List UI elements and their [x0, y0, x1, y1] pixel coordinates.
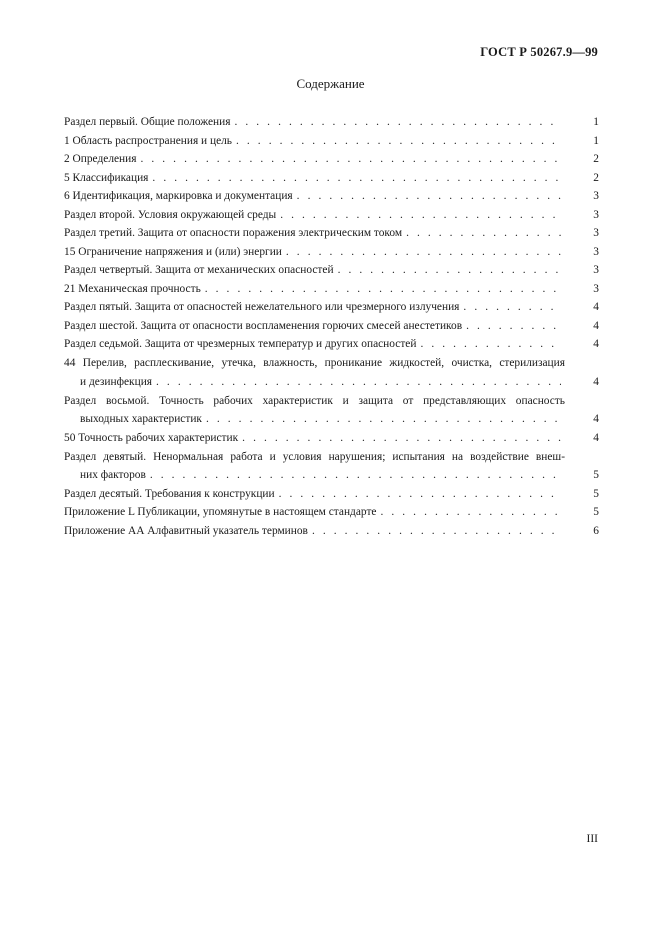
toc-entry-page: 3	[593, 245, 599, 258]
dot-leader	[420, 335, 561, 354]
table-of-contents	[64, 113, 599, 540]
toc-entry-label: Приложение L Публикации, упомянутые в настоящем стандарте	[64, 506, 377, 518]
toc-entry-label: 5 Классификация	[64, 171, 149, 184]
toc-entry	[64, 169, 599, 188]
toc-entry	[64, 261, 599, 280]
toc-entry-page: 4	[593, 413, 599, 425]
toc-entry-label: Приложение АА Алфавитный указатель терминов	[64, 524, 308, 537]
toc-entry-page: 4	[593, 375, 599, 388]
standard-code: ГОСТ Р 50267.9—99	[480, 45, 598, 59]
toc-entry	[64, 373, 599, 392]
dot-leader	[338, 261, 561, 280]
dot-leader	[205, 280, 561, 299]
toc-entry-page: 3	[593, 282, 599, 295]
dot-leader	[152, 169, 561, 188]
toc-entry	[64, 429, 599, 448]
toc-entry	[64, 466, 599, 485]
toc-entry-page: 2	[593, 171, 599, 184]
toc-entry-label: Раздел четвертый. Защита от механических опасностей	[64, 264, 334, 276]
toc-entry	[64, 243, 599, 262]
toc-entry	[64, 522, 599, 541]
toc-entry-label: Раздел десятый. Требования к конструкции	[64, 487, 275, 500]
dot-leader	[141, 150, 562, 169]
toc-entry	[64, 280, 599, 299]
dot-leader	[466, 317, 561, 336]
toc-entry-label: выходных характеристик	[80, 413, 202, 425]
dot-leader	[206, 410, 561, 429]
toc-entry-page: 4	[593, 319, 599, 332]
dot-leader	[297, 187, 561, 206]
toc-entry-page: 1	[593, 134, 599, 147]
toc-entry-page: 5	[593, 469, 599, 481]
toc-entry-label: Раздел первый. Общие положения	[64, 116, 231, 128]
toc-entry-label: Раздел пятый. Защита от опасностей нежелательного или чрезмерного излучения	[64, 301, 460, 313]
toc-entry-page: 3	[593, 208, 599, 221]
dot-leader	[156, 373, 561, 392]
toc-entry	[64, 113, 599, 132]
toc-entry-page: 4	[593, 338, 599, 350]
dot-leader	[406, 224, 561, 243]
toc-entry	[64, 298, 599, 317]
toc-entry-page: 3	[593, 190, 599, 202]
dot-leader	[280, 206, 561, 225]
toc-entry-label: Раздел третий. Защита от опасности поражения электрическим током	[64, 227, 403, 239]
toc-entry-page: 3	[593, 227, 599, 239]
toc-entry	[64, 317, 599, 336]
toc-entry-label: 21 Механическая прочность	[64, 282, 201, 295]
toc-entry-label: 2 Определения	[64, 153, 137, 165]
toc-entry-first-line	[64, 391, 599, 410]
toc-entry-label: Раздел седьмой. Защита от чрезмерных температур и других опасностей	[64, 338, 417, 350]
toc-entry-page: 3	[593, 264, 599, 276]
toc-entry-label: Раздел шестой. Защита от опасности воспламенения горючих смесей анестетиков	[64, 319, 463, 332]
toc-entry-label: них факторов	[80, 469, 146, 481]
dot-leader	[312, 522, 561, 541]
toc-entry-page: 1	[593, 116, 599, 128]
toc-entry-page: 4	[593, 301, 599, 313]
toc-entry-label: Раздел второй. Условия окружающей среды	[64, 208, 277, 221]
toc-entry-label: Раздел девятый. Ненормальная работа и условия нарушения; испытания на воздействие внеш-	[64, 450, 565, 463]
toc-entry	[64, 410, 599, 429]
dot-leader	[242, 429, 561, 448]
toc-entry	[64, 335, 599, 354]
dot-leader	[463, 298, 561, 317]
dot-leader	[236, 132, 561, 151]
toc-entry-page: 5	[593, 487, 599, 500]
toc-entry	[64, 224, 599, 243]
toc-entry	[64, 150, 599, 169]
dot-leader	[286, 243, 561, 262]
toc-entry-page: 6	[593, 524, 599, 537]
toc-entry	[64, 132, 599, 151]
toc-entry-label: 15 Ограничение напряжения и (или) энергии	[64, 245, 282, 258]
dot-leader	[234, 113, 561, 132]
toc-entry-label: и дезинфекция	[80, 375, 153, 388]
toc-entry	[64, 187, 599, 206]
toc-entry-page: 2	[593, 153, 599, 165]
toc-title: Содержание	[296, 76, 365, 91]
dot-leader	[380, 503, 561, 522]
toc-entry-label: 44 Перелив, расплескивание, утечка, влажность, проникание жидкостей, очистка, стерилизация	[64, 357, 565, 369]
toc-entry-label: 1 Область распространения и цель	[64, 134, 233, 147]
toc-entry	[64, 485, 599, 504]
dot-leader	[279, 485, 561, 504]
toc-entry	[64, 503, 599, 522]
page-number: III	[586, 833, 598, 845]
toc-entry-label: 6 Идентификация, маркировка и документация	[64, 190, 293, 202]
toc-entry-label: Раздел восьмой. Точность рабочих характеристик и защита от представляющих опасность	[64, 394, 565, 407]
toc-entry-label: 50 Точность рабочих характеристик	[64, 431, 239, 444]
toc-entry-first-line	[64, 354, 599, 373]
toc-entry-first-line	[64, 447, 599, 466]
toc-entry-page: 4	[593, 431, 599, 444]
dot-leader	[150, 466, 561, 485]
toc-entry	[64, 206, 599, 225]
toc-entry-page: 5	[593, 506, 599, 518]
